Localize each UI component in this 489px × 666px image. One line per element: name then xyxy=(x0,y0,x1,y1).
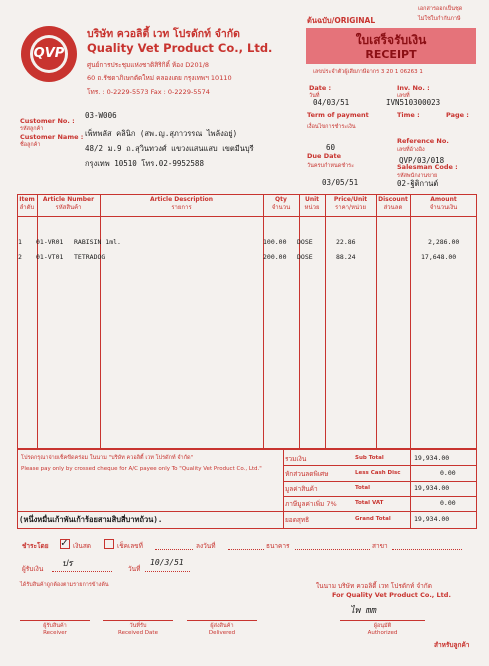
authorized-sig-th: ผู้อนุมัติ xyxy=(373,623,392,629)
tax-id: เลขประจำตัวผู้เสียภาษีอากร 3 20 1 06263 1 xyxy=(313,69,423,75)
delivered-sig-th: ผู้ส่งสินค้า xyxy=(210,623,234,629)
bank-label: ธนาคาร xyxy=(266,542,290,550)
branch-label: สาขา xyxy=(372,542,388,550)
authorized-signature: ไพ mm xyxy=(350,606,377,616)
term-value: 60 xyxy=(326,143,336,152)
receiver-label: ผู้รับเงิน xyxy=(22,565,44,573)
cheque-note-th: โปรดกรุณาจ่ายเช็คขีดคร่อม ในนาม "บริษัท ควอลิตี้ เวท โปรดักท์ จำกัด" xyxy=(21,455,194,461)
total-label-en: Total xyxy=(355,485,371,491)
company-phone: โทร. : 0-2229-5573 Fax : 0-2229-5574 xyxy=(87,88,210,96)
ref-value: QVP/03/018 xyxy=(399,156,445,165)
receipt-title-box xyxy=(306,28,476,64)
cheque-note-en: Please pay only by crossed cheque for A/C payee only To "Quality Vet Product Co., Ltd." xyxy=(21,466,262,472)
original-label: ต้นฉบับ/ORIGINAL xyxy=(307,16,376,25)
page-label: Page : xyxy=(446,111,469,119)
inv-no-value: IVN510300023 xyxy=(386,98,441,107)
receiver-sig-en: Receiver xyxy=(43,630,67,636)
date-label-th: วันที่ xyxy=(309,93,320,99)
inv-no-label: Inv. No. : xyxy=(397,84,430,92)
company-name-th: บริษัท ควอลิตี้ เวท โปรดักท์ จำกัด xyxy=(87,28,240,40)
customer-address-2: กรุงเทพ 10510 โทร.02-9952588 xyxy=(85,159,204,168)
doc-set-note: เอกสารออกเป็นชุด xyxy=(418,6,463,12)
customer-address-1: 48/2 ม.9 ถ.สุวินทวงศ์ แขวงแสนแสบ เขตมีนบุรี xyxy=(85,144,254,153)
table-header-divider xyxy=(17,216,477,217)
customer-no-label: Customer No. : xyxy=(20,117,75,125)
receive-date-value: 10/3/51 xyxy=(150,558,184,567)
grand-total-label-en: Grand Total xyxy=(355,516,391,522)
discount-label-th: หักส่วนลดพิเศษ xyxy=(285,470,329,478)
salesman-label: Salesman Code : xyxy=(397,163,458,171)
due-date-value: 03/05/51 xyxy=(322,178,359,187)
row-unit: DOSE xyxy=(297,253,313,261)
col-header-article-number: Article Number รหัสสินค้า xyxy=(42,196,95,211)
due-date-label-th: วันครบกำหนดชำระ xyxy=(307,163,355,169)
subtotal-label-th: รวมเงิน xyxy=(285,455,307,463)
subtotal-label-en: Sub Total xyxy=(355,455,384,461)
company-logo xyxy=(20,25,78,83)
amount-in-words: (หนึ่งหมื่นเก้าพันเก้าร้อยสามสิบสี่บาทถ้วน). xyxy=(19,515,163,524)
cheque-date-label: ลงวันที่ xyxy=(196,542,216,550)
due-date-label: Due Date xyxy=(307,152,341,160)
row-code: 01-VT01 xyxy=(36,253,64,261)
authorized-sig-en: Authorized xyxy=(367,630,398,636)
discount-label-en: Less Cash Disc xyxy=(355,470,401,476)
col-header-unit: Unit หน่วย xyxy=(304,196,320,211)
for-company-en: For Quality Vet Product Co., Ltd. xyxy=(332,591,451,599)
for-company-th: ในนาม บริษัท ควอลิตี้ เวท โปรดักท์ จำกัด xyxy=(316,582,432,590)
customer-name-value: เพ็ทพลัส คลินิก (สพ.ญ.สุภาวรรณ ไพล้งอยู่) xyxy=(85,129,238,138)
inv-no-label-th: เลขที่ xyxy=(397,93,410,99)
date-label: Date : xyxy=(309,84,332,92)
col-header-item: Item ลำดับ xyxy=(19,196,35,211)
vat-label-th: ภาษีมูลค่าเพิ่ม 7% xyxy=(285,500,337,508)
customer-copy-label: สำหรับลูกค้า xyxy=(434,641,470,649)
non-tax-invoice-note: ไม่ใช่ใบกำกับภาษี xyxy=(418,16,461,22)
receipt-title-th: ใบเสร็จรับเงิน xyxy=(355,33,427,47)
col-header-description: Article Description รายการ xyxy=(149,196,214,211)
company-address-2: 60 ถ.รัชดาภิเษกตัดใหม่ คลองเตย กรุงเทพฯ 10110 xyxy=(87,74,232,82)
received-goods-note: ได้รับสินค้าถูกต้องตามรายการข้างต้น xyxy=(20,582,109,588)
row-qty: 200.00 xyxy=(263,253,287,261)
salesman-label-th: รหัสพนักงานขาย xyxy=(397,173,438,179)
company-address-1: ศูนย์การประชุมแห่งชาติสิริกิติ์ ห้อง D201/8 xyxy=(87,61,210,69)
col-header-qty: Qty จำนวน xyxy=(271,196,291,211)
row-item: 1 xyxy=(18,238,22,246)
row-desc: RABISIN 1ml. xyxy=(74,238,121,246)
items-table xyxy=(17,194,477,449)
customer-name-label-th: ชื่อลูกค้า xyxy=(20,142,41,148)
row-code: 01-VR01 xyxy=(36,238,64,246)
customer-no-label-th: รหัสลูกค้า xyxy=(20,126,44,132)
vat-label-en: Total VAT xyxy=(355,500,384,506)
customer-no-value: 03-W006 xyxy=(85,111,117,120)
delivered-sig-en: Delivered xyxy=(208,630,236,636)
col-header-amount: Amount จำนวนเงิน xyxy=(429,196,458,211)
customer-name-label: Customer Name : xyxy=(20,133,84,141)
ref-label-th: เลขที่อ้างอิง xyxy=(397,147,425,153)
vat-value: 0.00 xyxy=(440,499,456,507)
subtotal-value: 19,934.00 xyxy=(414,454,450,462)
col-header-price: Price/Unit ราคา/หน่วย xyxy=(333,196,368,211)
company-name-en: Quality Vet Product Co., Ltd. xyxy=(87,41,273,55)
grand-total-label-th: ยอดสุทธิ xyxy=(285,516,310,524)
col-header-discount: Discount ส่วนลด xyxy=(378,196,408,211)
receive-date-label: วันที่ xyxy=(128,565,141,573)
ref-label: Reference No. xyxy=(397,137,449,145)
row-desc: TETRADOG xyxy=(74,253,106,261)
cash-label: เงินสด xyxy=(73,542,92,550)
total-value: 19,934.00 xyxy=(414,484,450,492)
row-item: 2 xyxy=(18,253,22,261)
cheque-checkbox[interactable] xyxy=(104,539,114,549)
term-label-th: เงื่อนไขการชำระเงิน xyxy=(307,124,356,130)
receipt-title-en: RECEIPT xyxy=(365,48,417,61)
term-label: Term of payment xyxy=(307,111,369,119)
row-qty: 100.00 xyxy=(263,238,287,246)
receiver-signature: ปร xyxy=(62,559,73,569)
row-price: 22.86 xyxy=(336,238,356,246)
date-value: 04/03/51 xyxy=(313,98,350,107)
salesman-value: 02-ฐิติกานต์ xyxy=(397,179,439,188)
row-amount: 2,286.00 xyxy=(428,238,460,246)
cash-checkmark: ✓ xyxy=(61,536,68,549)
logo-text: QVP xyxy=(33,46,65,61)
payment-by-label: ชำระโดย xyxy=(22,542,49,550)
total-label-th: มูลค่าสินค้า xyxy=(285,485,318,493)
time-label: Time : xyxy=(397,111,420,119)
received-date-sig-th: วันที่รับ xyxy=(129,623,147,629)
discount-value: 0.00 xyxy=(440,469,456,477)
receiver-sig-th: ผู้รับสินค้า xyxy=(43,623,67,629)
row-price: 88.24 xyxy=(336,253,356,261)
row-unit: DOSE xyxy=(297,238,313,246)
row-amount: 17,648.00 xyxy=(421,253,457,261)
received-date-sig-en: Received Date xyxy=(118,630,158,636)
cheque-label: เช็คเลขที่ xyxy=(117,542,143,550)
grand-total-value: 19,934.00 xyxy=(414,515,450,523)
